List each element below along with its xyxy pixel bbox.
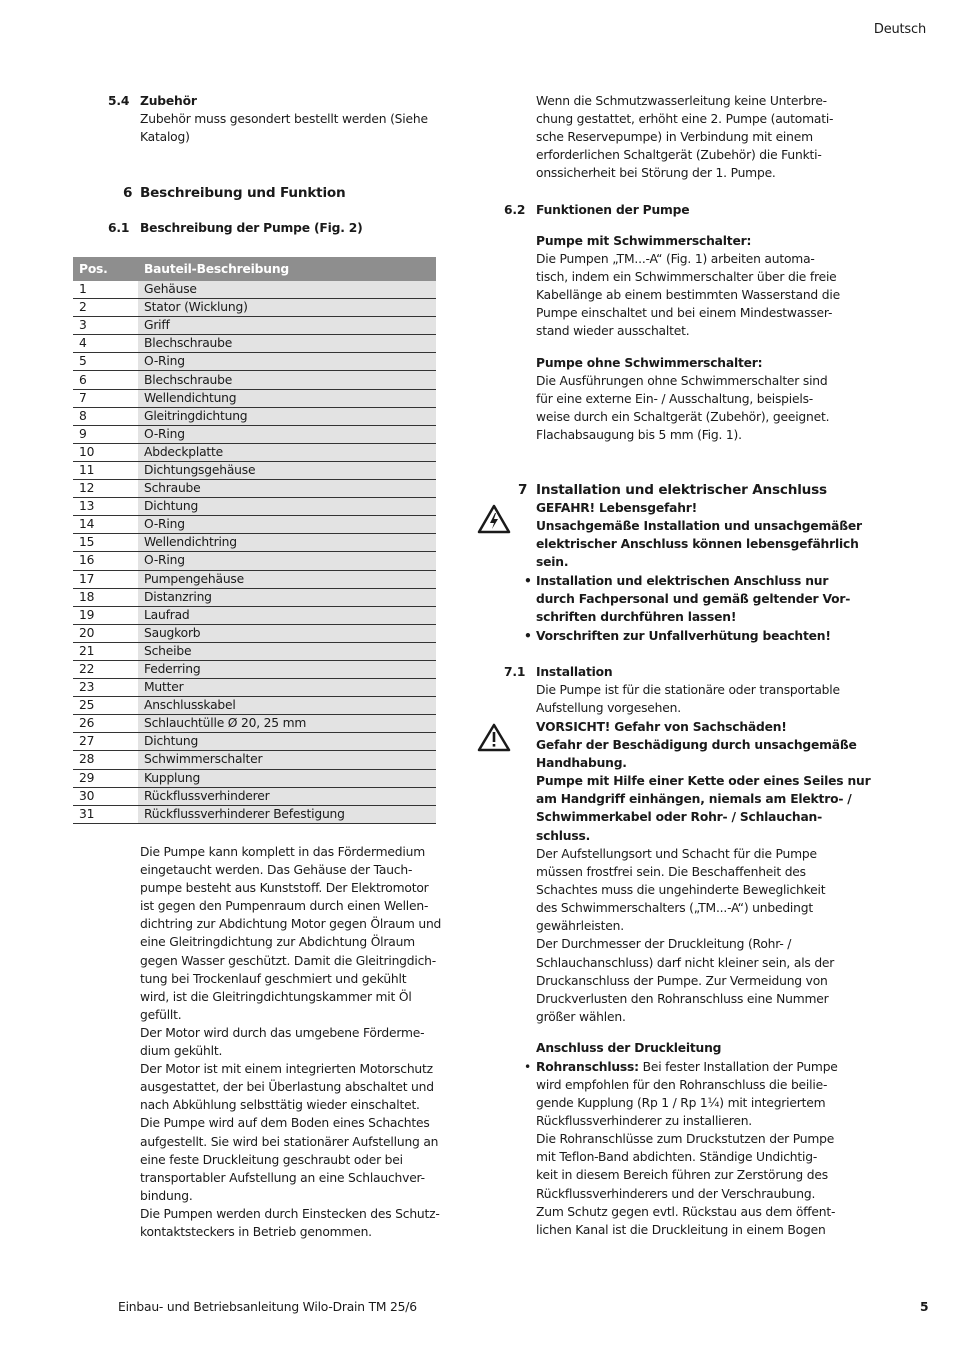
section-title: Installation und elektrischer Anschluss xyxy=(536,482,827,498)
table-row xyxy=(73,733,436,751)
table-row xyxy=(73,787,436,805)
part-description: Wellendichtung xyxy=(138,389,436,407)
part-description: Gleitringdichtung xyxy=(138,407,436,425)
part-position: 12 xyxy=(73,480,138,498)
part-position: 26 xyxy=(73,715,138,733)
table-row xyxy=(73,660,436,678)
part-position: 23 xyxy=(73,679,138,697)
table-row xyxy=(73,642,436,660)
table-row xyxy=(73,516,436,534)
part-description: Dichtungsgehäuse xyxy=(138,461,436,479)
part-description: O-Ring xyxy=(138,425,436,443)
paragraph: Die Ausführungen ohne Schwimmerschalter sind für eine externe Ein- / Ausschaltung, beispiels- weise durch ein Schaltgerät (Zubehör), geeignet. Flachabsaugung bis 5 mm (Fig. 1). xyxy=(536,374,830,443)
caution-warning: VORSICHT! Gefahr von Sachschäden! Gefahr der Beschädigung durch unsachgemäße Handhabung. Pumpe mit Hilfe einer Kette oder eines Seiles nur am Handgriff einhängen, niemals am Elektro- / Schwimmerkabel oder Rohr- / Schlauchan- schluss. xyxy=(536,720,871,843)
part-position: 1 xyxy=(73,281,138,299)
table-row xyxy=(73,606,436,624)
part-description: Schraube xyxy=(138,480,436,498)
part-position: 7 xyxy=(73,389,138,407)
paragraph: Zubehör muss gesondert bestellt werden (Siehe Katalog) xyxy=(140,112,428,145)
part-position: 14 xyxy=(73,516,138,534)
part-position: 16 xyxy=(73,552,138,570)
section-title: Installation xyxy=(536,665,613,679)
part-position: 15 xyxy=(73,534,138,552)
part-description: Stator (Wicklung) xyxy=(138,299,436,317)
part-description: O-Ring xyxy=(138,552,436,570)
part-position: 2 xyxy=(73,299,138,317)
part-description: Federring xyxy=(138,660,436,678)
table-row xyxy=(73,570,436,588)
part-position: 25 xyxy=(73,697,138,715)
part-position: 17 xyxy=(73,570,138,588)
part-description: Distanzring xyxy=(138,588,436,606)
part-position: 10 xyxy=(73,443,138,461)
table-row xyxy=(73,353,436,371)
table-row xyxy=(73,299,436,317)
table-row xyxy=(73,805,436,823)
part-description: Blechschraube xyxy=(138,335,436,353)
table-row xyxy=(73,335,436,353)
part-description: Griff xyxy=(138,317,436,335)
section-number: 5.4 xyxy=(108,94,130,108)
table-row xyxy=(73,751,436,769)
part-description: O-Ring xyxy=(138,516,436,534)
part-position: 28 xyxy=(73,751,138,769)
table-row xyxy=(73,715,436,733)
table-row xyxy=(73,498,436,516)
part-position: 11 xyxy=(73,461,138,479)
part-description: Dichtung xyxy=(138,733,436,751)
part-position: 27 xyxy=(73,733,138,751)
column-header: Bauteil-Beschreibung xyxy=(138,257,436,281)
section-title: Funktionen der Pumpe xyxy=(536,203,690,217)
table-row xyxy=(73,480,436,498)
part-position: 6 xyxy=(73,371,138,389)
danger-warning: GEFAHR! Lebensgefahr! Unsachgemäße Installation und unsachgemäßer elektrischer Anschluss können lebensgefährlich sein. xyxy=(536,501,862,570)
subheading: Pumpe mit Schwimmerschalter: xyxy=(536,234,752,248)
table-row xyxy=(73,697,436,715)
bullet-item: Vorschriften zur Unfallverhütung beachten! xyxy=(536,629,831,643)
subheading: Anschluss der Druckleitung xyxy=(536,1041,722,1055)
table-row xyxy=(73,281,436,299)
part-description: Dichtung xyxy=(138,498,436,516)
part-position: 5 xyxy=(73,353,138,371)
part-description: Wellendichtring xyxy=(138,534,436,552)
electrical-hazard-icon xyxy=(477,504,511,534)
table-row xyxy=(73,461,436,479)
parts-table xyxy=(73,257,436,824)
column-header: Pos. xyxy=(73,257,138,281)
part-description: Saugkorb xyxy=(138,624,436,642)
part-description: Anschlusskabel xyxy=(138,697,436,715)
table-row xyxy=(73,624,436,642)
part-description: Scheibe xyxy=(138,642,436,660)
table-row xyxy=(73,588,436,606)
part-description: Pumpengehäuse xyxy=(138,570,436,588)
table-row xyxy=(73,317,436,335)
page-number: 5 xyxy=(920,1300,929,1314)
subheading: Pumpe ohne Schwimmerschalter: xyxy=(536,356,763,370)
part-position: 19 xyxy=(73,606,138,624)
table-row xyxy=(73,769,436,787)
bullet-item: Installation und elektrischen Anschluss nur durch Fachpersonal und gemäß geltender Vor- schriften durchführen lassen! xyxy=(536,574,851,625)
part-position: 3 xyxy=(73,317,138,335)
part-description: Rückflussverhinderer Befestigung xyxy=(138,805,436,823)
part-position: 29 xyxy=(73,769,138,787)
section-title: Beschreibung und Funktion xyxy=(140,185,346,201)
table-row xyxy=(73,679,436,697)
paragraph: Der Aufstellungsort und Schacht für die Pumpe müssen frostfrei sein. Die Beschaffenheit des Schachtes muss die ungehinderte Beweglichkeit des Schwimmerschalters („TM...-A“) unbedingt gewährleisten. Der Durchmesser der Druckleitung (Rohr- / Schlauchanschluss) darf nicht kleiner sein, als der Druckanschluss der Pumpe. Zur Vermeidung von Druckverlusten den Rohranschluss eine Nummer größer wählen. xyxy=(536,847,835,1024)
section-number: 6 xyxy=(123,185,133,201)
section-number: 7.1 xyxy=(504,665,526,679)
paragraph: Wenn die Schmutzwasserleitung keine Unterbre- chung gestattet, erhöht eine 2. Pumpe (automati- sche Reservepumpe) in Verbindung mit einem erforderlichen Schaltgerät (Zubehör) die Funkti- onssicherheit bei Störung der 1. Pumpe. xyxy=(536,94,834,181)
part-description: Kupplung xyxy=(138,769,436,787)
caution-icon xyxy=(477,723,511,752)
table-row xyxy=(73,389,436,407)
part-position: 21 xyxy=(73,642,138,660)
bullet-icon: • xyxy=(524,574,532,588)
section-number: 6.1 xyxy=(108,221,130,235)
table-row xyxy=(73,407,436,425)
part-description: Blechschraube xyxy=(138,371,436,389)
language-label: Deutsch xyxy=(873,22,926,37)
bullet-icon: • xyxy=(524,629,532,643)
table-row xyxy=(73,443,436,461)
bullet-icon: • xyxy=(524,1060,532,1074)
part-position: 9 xyxy=(73,425,138,443)
part-description: Mutter xyxy=(138,679,436,697)
part-position: 18 xyxy=(73,588,138,606)
part-description: Gehäuse xyxy=(138,281,436,299)
part-position: 20 xyxy=(73,624,138,642)
part-position: 31 xyxy=(73,805,138,823)
paragraph: wird empfohlen für den Rohranschluss die beilie- gende Kupplung (Rp 1 / Rp 1¼) mit integriertem Rückflussverhinderer zu installieren. Die Rohranschlüsse zum Druckstutzen der Pumpe mit Teflon-Band abdichten. Ständige Undichtig- keit in diesem Bereich führen zur Zerstörung des Rückflussverhinderers und der Verschraubung. Zum Schutz gegen evtl. Rückstau aus dem öffent- lichen Kanal ist die Druckleitung in einem Bogen xyxy=(536,1078,836,1237)
section-title: Beschreibung der Pumpe (Fig. 2) xyxy=(140,221,363,235)
part-description: Schwimmerschalter xyxy=(138,751,436,769)
part-description: Rückflussverhinderer xyxy=(138,787,436,805)
part-position: 8 xyxy=(73,407,138,425)
table-row xyxy=(73,552,436,570)
bullet-item xyxy=(536,1058,838,1076)
table-row xyxy=(73,425,436,443)
table-row xyxy=(73,371,436,389)
bullet-text: Bei fester Installation der Pumpe xyxy=(638,1060,838,1074)
footer-title: Einbau- und Betriebsanleitung Wilo-Drain TM 25/6 xyxy=(118,1300,417,1314)
part-position: 22 xyxy=(73,660,138,678)
paragraph: Die Pumpe ist für die stationäre oder transportable Aufstellung vorgesehen. xyxy=(536,683,840,716)
paragraph: Die Pumpen „TM...-A“ (Fig. 1) arbeiten automa- tisch, indem ein Schwimmerschalter über die freie Kabellänge ab einem bestimmten Wasserstand die Pumpe einschaltet und bei einem Mindestwasser- stand wieder ausschaltet. xyxy=(536,252,840,339)
table-row xyxy=(73,534,436,552)
part-description: O-Ring xyxy=(138,353,436,371)
part-description: Laufrad xyxy=(138,606,436,624)
bullet-lead: Rohranschluss: xyxy=(536,1060,639,1074)
section-number: 6.2 xyxy=(504,203,526,217)
part-position: 30 xyxy=(73,787,138,805)
part-position: 13 xyxy=(73,498,138,516)
section-number: 7 xyxy=(518,482,528,498)
part-description: Schlauchtülle Ø 20, 25 mm xyxy=(138,715,436,733)
paragraph: Die Pumpe kann komplett in das Fördermedium eingetaucht werden. Das Gehäuse der Tauch- pumpe besteht aus Kunststoff. Der Elektromotor ist gegen den Pumpenraum durch einen Wellen- dichtring zur Abdichtung Motor gegen Ölraum und eine Gleitringdichtung zur Abdichtung Ölraum gegen Wasser geschützt. Damit die Gleitringdich- tung bei Trockenlauf geschmiert und gekühlt wird, ist die Gleitringdichtungskammer mit Öl gefüllt. Der Motor wird durch das umgebene Förderme- dium gekühlt. Der Motor ist mit einem integrierten Motorschutz ausgestattet, der bei Überlastung abschaltet und nach Abkühlung selbsttätig wieder einschaltet. Die Pumpe wird auf dem Boden eines Schachtes aufgestellt. Sie wird bei stationärer Aufstellung an eine feste Druckleitung geschraubt oder bei transportabler Aufstellung an eine Schlauchver- bindung. Die Pumpen werden durch Einstecken des Schutz- kontaktsteckers in Betrieb genommen. xyxy=(140,845,442,1239)
part-position: 4 xyxy=(73,335,138,353)
section-title: Zubehör xyxy=(140,94,197,108)
part-description: Abdeckplatte xyxy=(138,443,436,461)
